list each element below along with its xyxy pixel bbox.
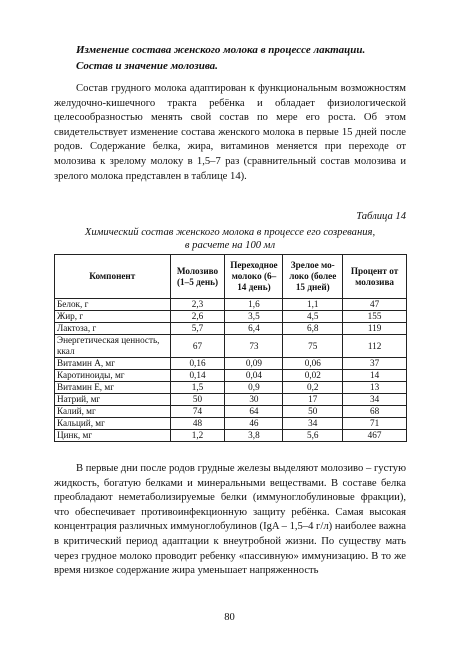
table-row (55, 394, 407, 406)
value-cell: 0,2 (283, 382, 343, 394)
table-row (55, 382, 407, 394)
value-cell: 119 (343, 323, 407, 335)
table-row (55, 335, 407, 358)
value-cell: 112 (343, 335, 407, 358)
value-cell: 0,16 (170, 358, 225, 370)
value-cell: 34 (283, 418, 343, 430)
value-cell: 50 (170, 394, 225, 406)
heading-line-1: Изменение состава женского молока в процессе лактации. (76, 44, 366, 56)
paragraph-1: Состав грудного молока адаптирован к функциональным возможностям желудочно-кишечного тракта ребёнка и обладает физиологической целесообразностью менять свой состав по мере его роста. Об этом свидетельствует изменение состава женского молока в первые 15 дней после родов. Содержание белка, жира, витаминов меняется при переходе от молозива к зрелому молоку в 1,5–7 раз (сравнительный состав молозива и зрелого молока представлен в таблице 14). (54, 83, 406, 182)
value-cell: 1,1 (283, 299, 343, 311)
value-cell: 71 (343, 418, 407, 430)
table-row (55, 370, 407, 382)
table-row (55, 323, 407, 335)
table-row (55, 418, 407, 430)
value-cell: 73 (225, 335, 283, 358)
value-cell: 67 (170, 335, 225, 358)
value-cell: 14 (343, 370, 407, 382)
table-row (55, 430, 407, 442)
row-label-cell: Энергетическая ценность, ккал (55, 335, 171, 358)
table-caption (54, 226, 406, 252)
row-label-cell: Витамин А, мг (55, 358, 171, 370)
value-cell: 5,6 (283, 430, 343, 442)
value-cell: 1,6 (225, 299, 283, 311)
row-label-cell: Лактоза, г (55, 323, 171, 335)
header-mature: Зрелое мо-локо (более 15 дней) (283, 255, 343, 299)
row-label-cell: Каротиноиды, мг (55, 370, 171, 382)
paragraph-2: В первые дни после родов грудные железы выделяют молозиво – густую жидкость, богатую белками и минеральными веществами. В составе белка преобладают неметаболизируемые белки (иммуноглобулиновые фракции), что обеспечивает противоинфекционную защиту ребёнка. Самая высокая концентрация различных иммуноглобулинов (IgA – 1,5–4 г/л) наиболее важна в критический период адаптации к внеутробной жизни. По существу мать через грудное молоко проводит ребенку «пассивную» иммунизацию. В то же время низкое содержание жира уменьшает напряженность (54, 463, 406, 577)
value-cell: 0,9 (225, 382, 283, 394)
value-cell: 64 (225, 406, 283, 418)
value-cell: 50 (283, 406, 343, 418)
value-cell: 1,5 (170, 382, 225, 394)
table-row (55, 406, 407, 418)
value-cell: 2,6 (170, 311, 225, 323)
value-cell: 13 (343, 382, 407, 394)
value-cell: 3,8 (225, 430, 283, 442)
table-row (55, 311, 407, 323)
header-colostrum: Молозиво (1–5 день) (170, 255, 225, 299)
value-cell: 0,14 (170, 370, 225, 382)
value-cell: 46 (225, 418, 283, 430)
value-cell: 6,8 (283, 323, 343, 335)
value-cell: 0,02 (283, 370, 343, 382)
header-component: Компонент (55, 255, 171, 299)
header-percent: Процент от молозива (343, 255, 407, 299)
section-heading (76, 42, 416, 74)
value-cell: 48 (170, 418, 225, 430)
row-label-cell: Жир, г (55, 311, 171, 323)
value-cell: 0,09 (225, 358, 283, 370)
heading-line-2: Состав и значение молозива. (76, 60, 218, 72)
page-number: 80 (224, 612, 235, 623)
table-caption-line-2: в расчете на 100 мл (184, 240, 276, 251)
header-transitional: Переходное молоко (6–14 день) (225, 255, 283, 299)
value-cell: 467 (343, 430, 407, 442)
row-label-cell: Натрий, мг (55, 394, 171, 406)
value-cell: 17 (283, 394, 343, 406)
row-label-cell: Калий, мг (55, 406, 171, 418)
composition-table (54, 254, 407, 442)
value-cell: 6,4 (225, 323, 283, 335)
value-cell: 74 (170, 406, 225, 418)
value-cell: 0,06 (283, 358, 343, 370)
row-label-cell: Кальций, мг (55, 418, 171, 430)
value-cell: 4,5 (283, 311, 343, 323)
value-cell: 5,7 (170, 323, 225, 335)
table-label: Таблица 14 (356, 211, 406, 222)
value-cell: 2,3 (170, 299, 225, 311)
table-row (55, 299, 407, 311)
value-cell: 68 (343, 406, 407, 418)
value-cell: 34 (343, 394, 407, 406)
value-cell: 0,04 (225, 370, 283, 382)
table-caption-line-1: Химический состав женского молока в процессе его созревания, (84, 227, 376, 238)
value-cell: 75 (283, 335, 343, 358)
row-label-cell: Витамин Е, мг (55, 382, 171, 394)
value-cell: 30 (225, 394, 283, 406)
value-cell: 155 (343, 311, 407, 323)
row-label-cell: Белок, г (55, 299, 171, 311)
value-cell: 37 (343, 358, 407, 370)
row-label-cell: Цинк, мг (55, 430, 171, 442)
value-cell: 1,2 (170, 430, 225, 442)
value-cell: 47 (343, 299, 407, 311)
table-row (55, 358, 407, 370)
value-cell: 3,5 (225, 311, 283, 323)
